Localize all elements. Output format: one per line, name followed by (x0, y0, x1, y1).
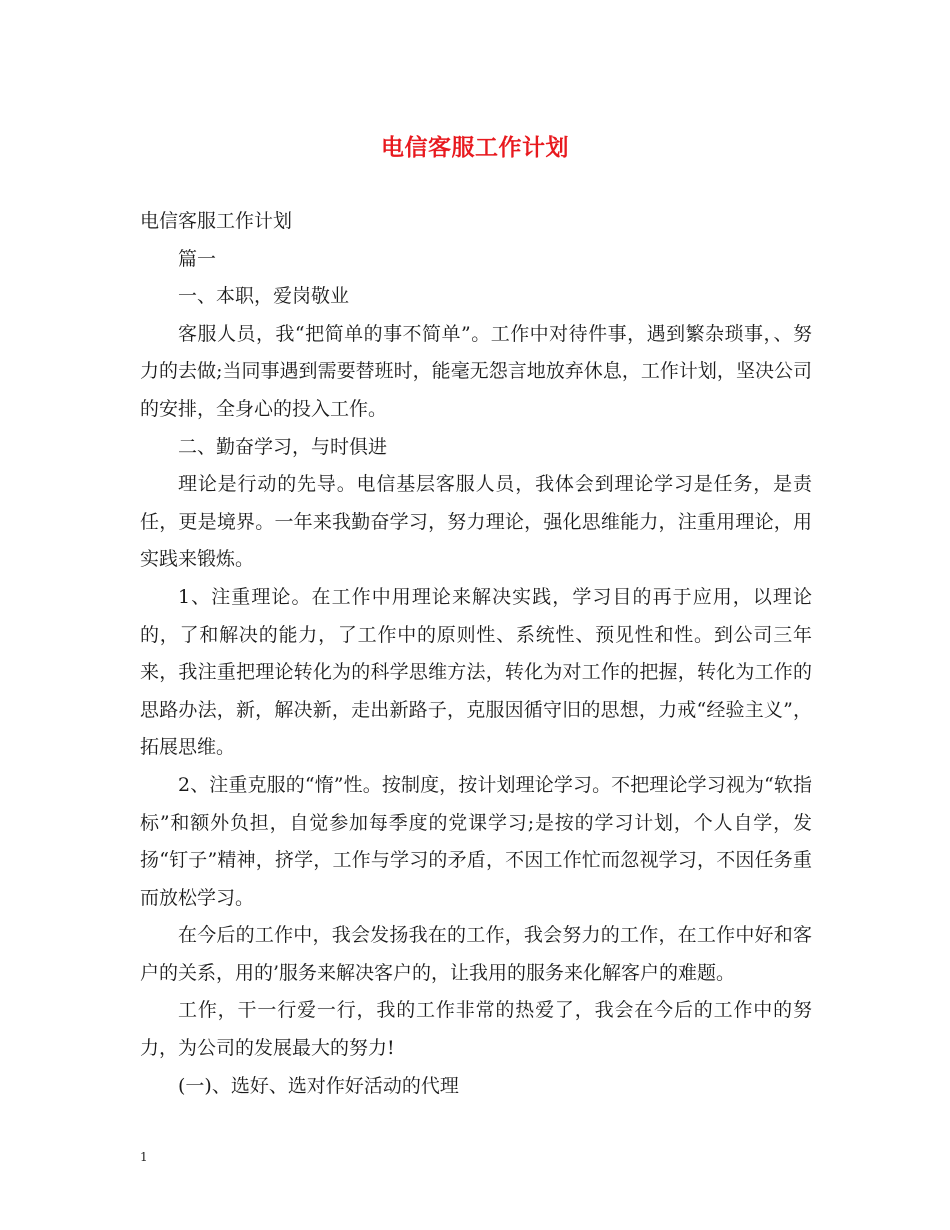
document-title: 电信客服工作计划 (381, 134, 569, 161)
paragraph: 在今后的工作中，我会发扬我在的工作，我会努力的工作，在工作中好和客户的关系，用的’服务来解决客户的，让我用的服务来化解客户的难题。 (140, 924, 812, 984)
paragraph: 一、本职，爱岗敬业 (178, 285, 350, 308)
paragraph: (一)、选好、选对作好活动的代理 (178, 1074, 459, 1097)
paragraph: 篇一 (178, 247, 217, 270)
page-number: 1 (140, 1150, 148, 1164)
paragraph: 理论是行动的先导。电信基层客服人员，我体会到理论学习是任务，是责任，更是境界。一年来我勤奋学习，努力理论，强化思维能力，注重用理论，用实践来锻炼。 (140, 473, 812, 571)
paragraph: 电信客服工作计划 (140, 210, 293, 232)
paragraph: 2、注重克服的“惰”性。按制度，按计划理论学习。不把理论学习视为“软指标”和额外负担，自觉参加每季度的党课学习;是按的学习计划，个人自学，发扬“钉子”精神，挤学，工作与学习的矛盾，不因工作忙而忽视学习，不因任务重而放松学习。 (140, 773, 812, 909)
paragraph: 客服人员，我“把简单的事不简单”。工作中对待件事，遇到繁杂琐事，、努力的去做;当同事遇到需要替班时，能毫无怨言地放弃休息，工作计划，坚决公司的安排，全身心的投入工作。 (140, 322, 812, 420)
paragraph: 工作，干一行爱一行，我的工作非常的热爱了，我会在今后的工作中的努力，为公司的发展最大的努力! (140, 999, 812, 1060)
paragraph: 二、勤奋学习，与时俱进 (178, 435, 388, 458)
paragraph: 1、注重理论。在工作中用理论来解决实践，学习目的再于应用，以理论的，了和解决的能力，了工作中的原则性、系统性、预见性和性。到公司三年来，我注重把理论转化为的科学思维方法，转化为对工作的把握，转化为工作的思路办法，新，解决新，走出新路子，克服因循守旧的思想，力戒“经验主义”，拓展思维。 (140, 585, 812, 759)
document-body (140, 203, 812, 1105)
